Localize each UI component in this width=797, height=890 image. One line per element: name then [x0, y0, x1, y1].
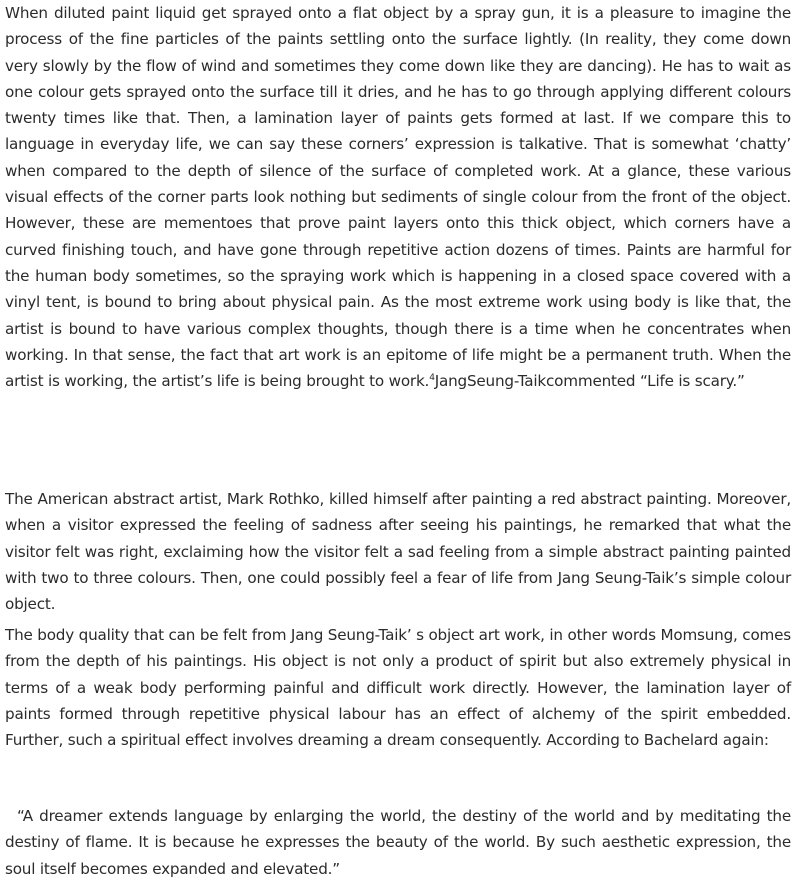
footnote-marker: 4 — [429, 373, 435, 384]
paragraph-3: The body quality that can be felt from Jang Seung-Taik’ s object art work, in other words Momsung, comes from the depth of his paintings. His object is not only a product of spirit but also extremely physical in terms of a weak body performing painful and difficult work directly. However, the lamination layer of paints formed through repetitive physical labour has an effect of alchemy of the spirit embedded. Further, such a spiritual effect involves dreaming a dream consequently. According to Bachelard again: — [5, 626, 791, 750]
paragraph-2: The American abstract artist, Mark Rothko, killed himself after painting a red abstract painting. Moreover, when a visitor expressed the feeling of sadness after seeing his paintings, he remarked that what the visitor felt was right, exclaiming how the visitor felt a sad feeling from a simple abstract painting painted with two to three colours. Then, one could possibly feel a fear of life from Jang Seung-Taik’s simple colour object. — [5, 490, 791, 614]
paragraph-1-end: JangSeung-Taikcommented “Life is scary.” — [434, 372, 745, 391]
block-quote: “A dreamer extends language by enlarging the world, the destiny of the world and by meditating the destiny of flame. It is because he expresses the beauty of the world. By such aesthetic expression, the soul itself becomes expanded and elevated.” — [5, 807, 791, 878]
paragraph-1-text: When diluted paint liquid get sprayed onto a flat object by a spray gun, it is a pleasure to imagine the process of the fine particles of the paints settling onto the surface lightly. (In reality, they come down very slowly by the flow of wind and sometimes they come down like they are dancing). He has to wait as one colour gets sprayed onto the surface till it dries, and he has to go through applying different colours twenty times like that. Then, a lamination layer of paints gets formed at last. If we compare this to language in everyday life, we can say these corners’ expression is talkative. That is somewhat ‘chatty’ when compared to the depth of silence of the surface of completed work. At a glance, these various visual effects of the corner parts look nothing but sediments of single colour from the front of the object. However, these are mementoes that prove paint layers onto this thick object, which corners have a curved finishing touch, and have gone through repetitive action dozens of times. Paints are harmful for the human body sometimes, so the spraying work which is happening in a closed space covered with a vinyl tent, is bound to bring about physical pain. As the most extreme work using body is like that, the artist is bound to have various complex thoughts, though there is a time when he concentrates when working. In that sense, the fact that art work is an epitome of life might be a permanent truth. When the artist is working, the artist’s life is being brought to work. — [5, 4, 791, 391]
paragraph-1 — [5, 0, 791, 394]
